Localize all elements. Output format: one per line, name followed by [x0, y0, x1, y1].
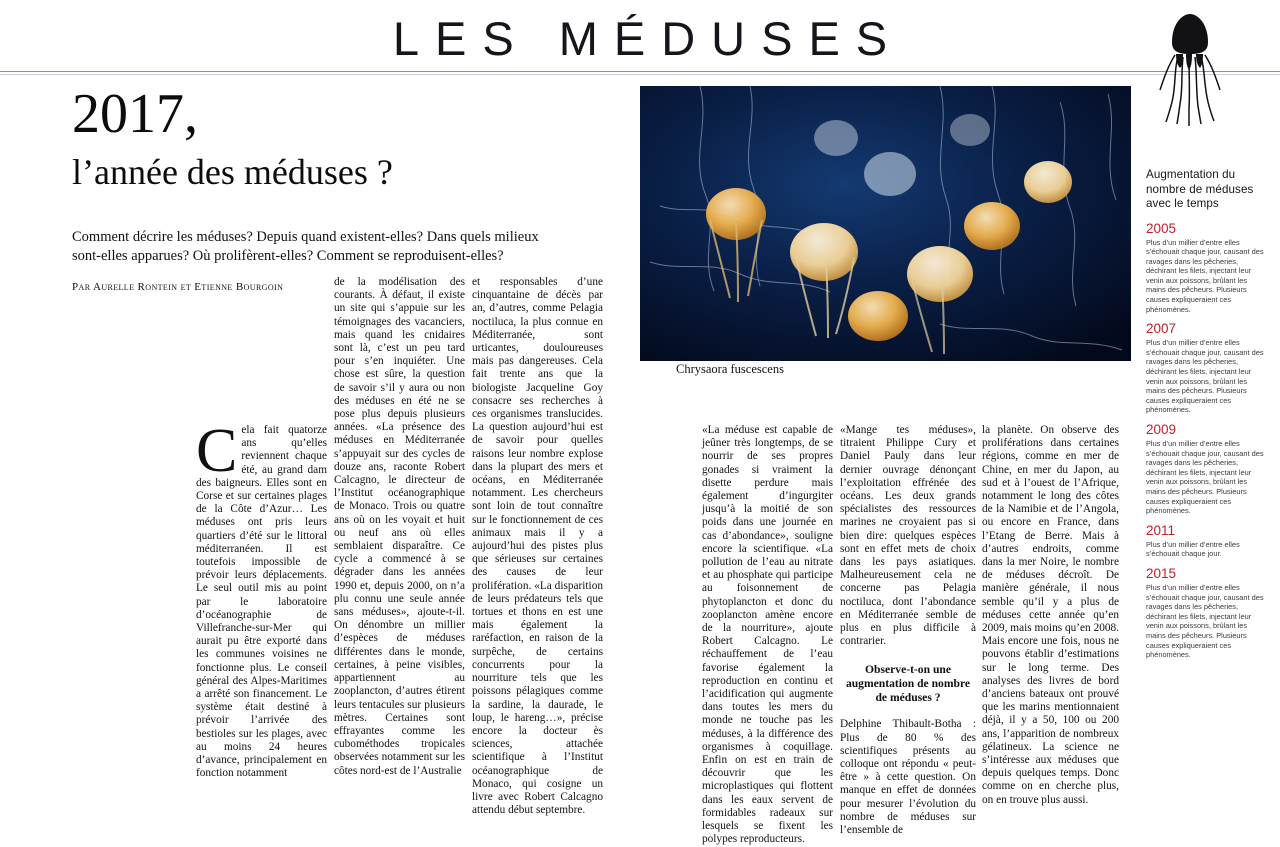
drop-cap: C: [196, 417, 238, 485]
standfirst: Comment décrire les méduses? Depuis quand existent-elles? Dans quels milieux sont-elles apparues? Où prolifèrent-elles? Comment se reproduisent-elles?: [72, 229, 539, 264]
body-text-4: «La méduse est capable de jeûner très longtemps, de se nourrir de ses propres gonades si vraiment la disette perdure mais également d’ingurgiter jusqu’à la moitié de son poids dans une journée en cas d’abondance», souligne encore la scientifique. «La pollution de l’eau au nitrate et au phosphate qui participe au foisonnement de phytoplancton et donc du zooplancton amène encore de la nourriture», ajoute Robert Calcagno. Le réchauffement de l’eau favorise également la reproduction en continu et l’acidification qui augmente dans toutes les mers du monde ne touche pas les méduses, à la différence des organismes à coquillage. Enfin on est en train de découvrir que les microplastiques qui flottent dans les eaux servent de formidables radeaux sur lesquels se fixent les polypes reproducteurs.: [702, 424, 833, 846]
masthead: [0, 0, 1280, 72]
sidebar-entries: [1146, 221, 1264, 660]
sidebar-entry-text: Plus d’un millier d’entre elles s’échouait chaque jour.: [1146, 539, 1240, 559]
sidebar-year-label: 2015: [1146, 565, 1177, 581]
sidebar-entry-text: Plus d’un millier d’entre elles s’échouait chaque jour, causant des ravages dans les pêcheries, déchirant les filets, injectant leur venin aux poissons, brûlant les mains des pêcheurs. Plusieurs causes expliqueraient ces phénomènes.: [1146, 582, 1264, 660]
page-title: LES MÉDUSES: [392, 12, 904, 65]
sidebar-entry-text: Plus d’un millier d’entre elles s’échouait chaque jour, causant des ravages dans les pêcheries, déchirant les filets, injectant leur venin aux poissons, brûlant les mains des pêcheurs. Plusieurs causes expliqueraient ces phénomènes.: [1146, 439, 1264, 516]
masthead-divider: [0, 71, 1280, 72]
body-column-3: [472, 276, 603, 817]
jellyfish-icon: [1146, 8, 1234, 128]
sidebar-entry: [1146, 566, 1264, 660]
body-column-1: [196, 417, 327, 780]
sidebar-year-label: 2005: [1146, 220, 1177, 236]
body-text-3: et responsables d’une cinquantaine de décès par an, d’autres, comme Pelagia noctiluca, la plus connue en Méditerranée, sont urticantes, douloureuses mais pas dangereuses. Cela fait trente ans que la biologiste Jacqueline Goy consacre ses recherches à ces organismes translucides. La question aujourd’hui est de savoir pour quelles raisons leur nombre explose dans la plupart des mers et océans, en Méditerranée notamment. Les chercheurs sont loin de tout connaître sur le fonctionnement de ces animaux mais il y a aujourd’hui des pistes plus que sérieuses sur certaines des causes de leur prolifération. «La disparition de leurs prédateurs tels que tortues et thons en est une mais également la raréfaction, en raison de la surpêche, de certains concurrents pour la nourriture tels que les poissons pélagiques comme la sardine, la daurade, le loup, le hareng…», précise encore la docteur ès sciences, attachée scientifique à l’Institut océanographique de Monaco, qui cosigne un livre avec Robert Calcagno attendu début septembre.: [472, 276, 603, 817]
section-subhead: Observe-t-on une augmentation de nombre de méduses ?: [845, 663, 971, 705]
sidebar-year-label: 2007: [1146, 321, 1177, 337]
sidebar-entry: [1146, 321, 1264, 415]
sidebar-entry-text: Plus d’un millier d’entre elles s’échouait chaque jour, causant des ravages dans les pêcheries, déchirant les filets, injectant leur venin aux poissons, brûlant les mains des pêcheurs. Plusieurs causes expliqueraient ces phénomènes.: [1146, 338, 1264, 415]
headline-line-1: 2017,: [72, 83, 198, 145]
body-text-5b: Delphine Thibault-Botha : Plus de 80 % des scientifiques présents au colloque ont répondu « peut-être » à cette question. On manque en effet de données pour mesurer l’évolution du nombre de méduses sur l’ensemble de: [840, 718, 976, 837]
sidebar-year-label: 2011: [1146, 522, 1176, 538]
body-text-1: ela fait quatorze ans qu’elles reviennent chaque été, au grand dam des baigneurs. Elles sont en Corse et sur certaines plages de la Côte d’Azur… Les méduses ont pris leurs quartiers d’été sur le littoral méditerranéen. Il est toutefois impossible de prévoir leurs déplacements. Le seul outil mis au point par le laboratoire d’océanographie de Villefranche-sur-Mer qui aurait pu être exporté dans les communes voisines ne fonctionne plus. Le conseil général des Alpes-Maritimes a arrêté son financement. Le système était destiné à prévoir l’arrivée des bestioles sur les plages, avec au moins 24 heures d’avance, principalement en fonction notamment: [196, 424, 327, 780]
body-column-4: [702, 424, 833, 847]
byline: Par Aurelle Rontein et Etienne Bourgoin: [72, 281, 284, 293]
masthead-divider-secondary: [0, 74, 1280, 75]
body-column-2: [334, 276, 465, 778]
sidebar-title: Augmentation du nombre de méduses avec le temps: [1146, 168, 1254, 210]
body-text-5a: «Mange tes méduses», titraient Philippe Cury et Daniel Pauly dans leur dernier ouvrage dénonçant l’exploitation effrénée des océans. Les deux grands spécialistes des ressources marines ne croyaient pas si bien dire: quelques espèces sont en effet mets de choix dans les pays asiatiques. Malheureusement cela ne concerne pas Pelagia noctiluca, dont l’abondance en Méditerranée semble de plus en plus difficile à contrarier.: [840, 424, 976, 648]
jellyfish-photograph: [640, 86, 1131, 361]
sidebar-entry: [1146, 422, 1264, 516]
headline-block: [72, 83, 542, 294]
body-column-5: [840, 424, 976, 837]
sidebar-timeline: [1146, 168, 1264, 660]
headline-line-2: l’année des méduses ?: [72, 152, 393, 192]
sidebar-year-label: 2009: [1146, 422, 1177, 437]
body-text-2: de la modélisation des courants. À défaut, il existe un site qui s’appuie sur les témoignages des vacanciers, mais quand les cnidaires sont là, c’est un peu tard pour s’en inquiéter. Une chose est sûre, la question de savoir s’il y aura ou non des méduses en été ne se pose plus depuis plusieurs années. «La présence des méduses en Méditerranée s’appuyait sur des cycles de douze ans, raconte Robert Calcagno, le directeur de l’Institut océanographique de Monaco. Trois ou quatre ans où on les voyait et huit ou neuf ans où elles semblaient disparaître. Ce cycle a commencé à se dégrader dans les années 1990 et, depuis 2000, on n’a plu connu une seule année sans méduses», ajoute-t-il. On dénombre un millier d’espèces de méduses différentes dans le monde, certaines, à peine visibles, appartiennent au zooplancton, d’autres étirent leurs tentacules sur plusieurs mètres. Certaines sont effrayantes comme les cubométhodes tropicales observées notamment sur les côtes nord-est de l’Australie: [334, 276, 465, 777]
photo-caption: Chrysaora fuscescens: [676, 362, 784, 376]
sidebar-entry-text: Plus d’un millier d’entre elles s’échouait chaque jour, causant des ravages dans les pêcheries, déchirant les filets, injectant leur venin aux poissons, brûlant les mains des pêcheurs. Plusieurs causes expliqueraient ces phénomènes.: [1146, 237, 1264, 314]
body-column-6: [982, 424, 1119, 807]
sidebar-entry: [1146, 523, 1264, 559]
sidebar-entry: [1146, 221, 1264, 315]
body-text-6: la planète. On observe des proliférations dans certaines régions, comme en mer de Chine, en mer du Japon, au sud et à l’ouest de l’Afrique, notamment le long des côtes de la Namibie et de l’Angola, ou encore en France, dans l’Etang de Berre. Mais à d’autres endroits, comme dans la mer Noire, le nombre de méduses décroît. De manière générale, il nous semble qu’il y a plus de méduses cette année qu’en 2009, mais moins qu’en 2008. Mais encore une fois, nous ne pouvons établir d’estimations sur le long terme. Des analyses des livres de bord d’anciens bateaux ont prouvé que les marins mentionnaient déjà, il y a 50, 100 ou 200 ans, l’apparition de nombreux gélatineux. La science ne s’intéresse aux méduses que depuis quelques temps. Donc comme on en cherche plus, on en trouve plus aussi.: [982, 424, 1119, 806]
